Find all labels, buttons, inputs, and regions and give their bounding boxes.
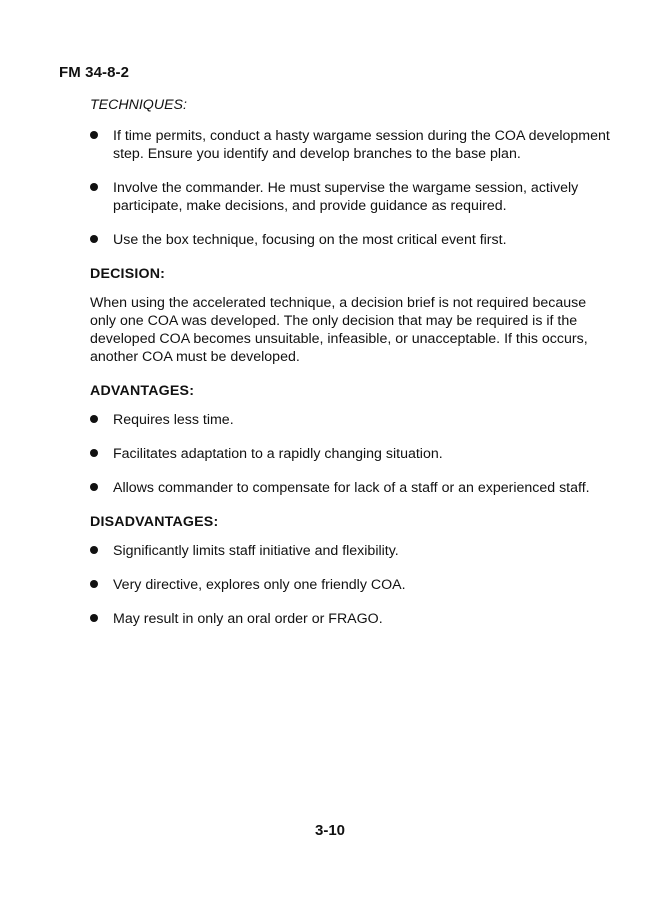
techniques-heading: TECHNIQUES: xyxy=(90,97,187,113)
bullet-icon xyxy=(90,546,98,554)
list-item-text: Use the box technique, focusing on the most critical event first. xyxy=(113,232,507,248)
bullet-icon xyxy=(90,449,98,457)
disadvantages-list xyxy=(90,542,610,628)
list-item-text: Very directive, explores only one friendly COA. xyxy=(113,577,406,593)
document-id-header: FM 34-8-2 xyxy=(59,64,130,81)
bullet-icon xyxy=(90,614,98,622)
bullet-icon xyxy=(90,131,98,139)
list-item xyxy=(90,127,610,163)
techniques-list xyxy=(90,127,610,249)
list-item-text: Allows commander to compensate for lack of a staff or an experienced staff. xyxy=(113,480,590,496)
list-item xyxy=(90,479,610,497)
disadvantages-heading: DISADVANTAGES: xyxy=(90,514,219,530)
list-item xyxy=(90,610,610,628)
list-item xyxy=(90,231,610,249)
bullet-icon xyxy=(90,235,98,243)
list-item xyxy=(90,179,610,215)
list-item-text: Involve the commander. He must supervise the wargame session, actively participate, make decisions, and provide guidance as required. xyxy=(113,180,579,214)
list-item xyxy=(90,542,610,560)
list-item-text: May result in only an oral order or FRAGO. xyxy=(113,611,383,627)
list-item-text: Significantly limits staff initiative and flexibility. xyxy=(113,543,399,559)
list-item xyxy=(90,411,610,429)
list-item-text: Facilitates adaptation to a rapidly changing situation. xyxy=(113,446,443,462)
advantages-heading: ADVANTAGES: xyxy=(90,383,195,399)
bullet-icon xyxy=(90,415,98,423)
bullet-icon xyxy=(90,483,98,491)
list-item-text: If time permits, conduct a hasty wargame session during the COA development step. Ensure you identify and develop branches to the base plan. xyxy=(113,128,610,162)
page-content xyxy=(90,96,610,644)
list-item xyxy=(90,445,610,463)
list-item-text: Requires less time. xyxy=(113,412,234,428)
decision-paragraph: When using the accelerated technique, a decision brief is not required because only one COA was developed. The only decision that may be required is if the developed COA becomes unsuitable, infeasible, or unacceptable. If this occurs, another COA must be developed. xyxy=(90,295,588,365)
list-item xyxy=(90,576,610,594)
page-number: 3-10 xyxy=(314,822,346,839)
decision-heading: DECISION: xyxy=(90,266,166,282)
bullet-icon xyxy=(90,183,98,191)
bullet-icon xyxy=(90,580,98,588)
advantages-list xyxy=(90,411,610,497)
